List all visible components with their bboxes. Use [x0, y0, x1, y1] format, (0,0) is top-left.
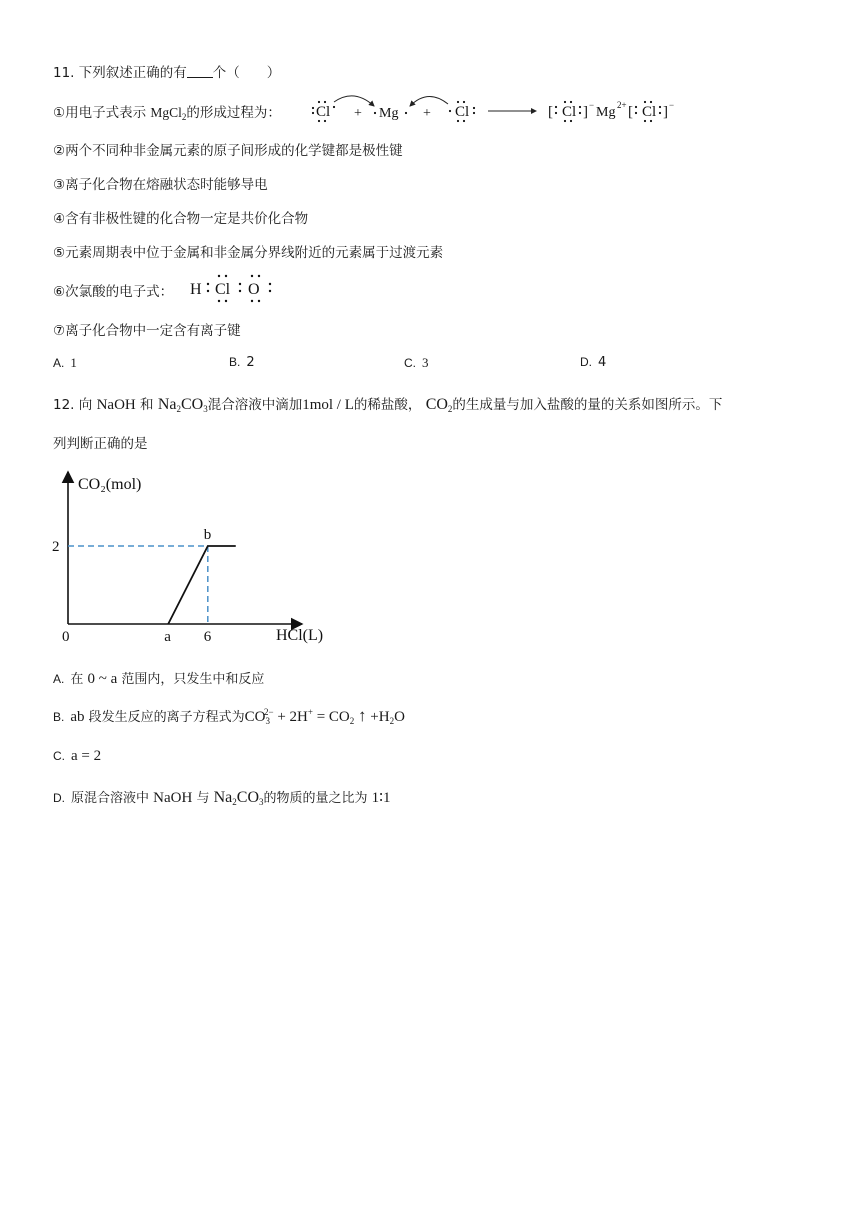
co2-hcl-chart	[40, 462, 340, 652]
svg-text:Cl: Cl	[562, 104, 577, 120]
y-axis-label: CO₂(mol)	[78, 476, 142, 493]
q12-option-b[interactable]: B. ab 段发生反应的离子方程式为$CO_3^{2-} + 2H^+ = CO_2$ ↑ $+H_2O$	[53, 706, 405, 726]
q11-statement-3: ③离子化合物在熔融状态时能够导电	[53, 177, 268, 193]
svg-text:]: ]	[583, 104, 588, 120]
q11-option-a[interactable]: A. 1	[53, 355, 77, 370]
q11-statement-6: ⑥次氯酸的电子式：	[53, 284, 174, 300]
answer-blank	[187, 65, 213, 78]
svg-text:Mg: Mg	[596, 105, 616, 120]
svg-text:Cl: Cl	[642, 104, 657, 120]
svg-text:−: −	[589, 100, 595, 110]
plus-sign: +	[354, 106, 362, 121]
q11-statement-4: ④含有非极性键的化合物一定是共价化合物	[53, 211, 309, 227]
mg-atom	[374, 106, 407, 121]
q11-statement-5: ⑤元素周期表中位于金属和非金属分界线附近的元素属于过渡元素	[53, 245, 444, 261]
electron-transfer-arrow	[334, 96, 374, 106]
svg-text:]: ]	[663, 104, 668, 120]
series-line	[168, 546, 236, 624]
q12-stem-line2: 列判断正确的是	[53, 436, 148, 452]
x-tick-label: a	[164, 629, 171, 645]
svg-text:Mg: Mg	[379, 106, 399, 121]
plus-sign: +	[423, 106, 431, 121]
q11-stem: 11. 下列叙述正确的有 个（ ）	[53, 65, 281, 81]
h-atom: H	[190, 281, 202, 298]
q12-option-c[interactable]: C. a = 2	[53, 748, 102, 764]
q11-option-d[interactable]: D. 4	[580, 355, 607, 370]
q12-stem-line1: 12. 向 NaOH 和 $Na_2CO_3$混合溶液中滴加1mol / L的稀盐酸， $CO_2$的生成量与加入盐酸的量的关系如图所示。下	[53, 396, 723, 414]
q11-statement-1: ①用电子式表示 MgCl$_2$的形成过程为：	[53, 105, 281, 122]
svg-text:Cl: Cl	[455, 104, 470, 120]
origin-label: 0	[62, 629, 70, 645]
svg-text:−: −	[669, 100, 675, 110]
x-axis-label: HCl(L)	[276, 627, 324, 644]
o-atom: O	[248, 281, 260, 298]
hclo-electron-formula	[188, 270, 288, 306]
q12-option-d[interactable]: D. 原混合溶液中 NaOH 与 $Na_2CO_3$的物质的量之比为 1∶1	[53, 789, 391, 807]
x-tick-label: 6	[203, 629, 212, 645]
ionic-equation: $CO_3^{2-} + 2H^+ = CO_2$ ↑ $+H_2O$	[244, 706, 405, 726]
q11-option-c[interactable]: C. 3	[404, 355, 429, 370]
y-tick-label: 2	[52, 539, 60, 555]
cl-atom: Cl	[215, 281, 231, 298]
svg-text:[: [	[548, 104, 553, 120]
svg-text:2+: 2+	[617, 100, 627, 110]
q11-option-b[interactable]: B. 2	[229, 355, 255, 370]
svg-text:Cl: Cl	[316, 104, 331, 120]
q11-statement-2: ②两个不同种非金属元素的原子间形成的化学键都是极性键	[53, 143, 403, 159]
q11-statement-7: ⑦离子化合物中一定含有离子键	[53, 323, 241, 339]
cl-atom-right	[449, 101, 475, 122]
svg-text:[: [	[628, 104, 633, 120]
electron-transfer-arrow	[410, 96, 448, 106]
mgcl2-product	[548, 100, 674, 122]
cl-atom-left	[312, 101, 335, 122]
point-label: b	[203, 527, 212, 543]
mgcl2-formation-formula	[310, 86, 690, 128]
q12-option-a[interactable]: A. 在 0 ~ a 范围内，只发生中和反应	[53, 671, 265, 687]
